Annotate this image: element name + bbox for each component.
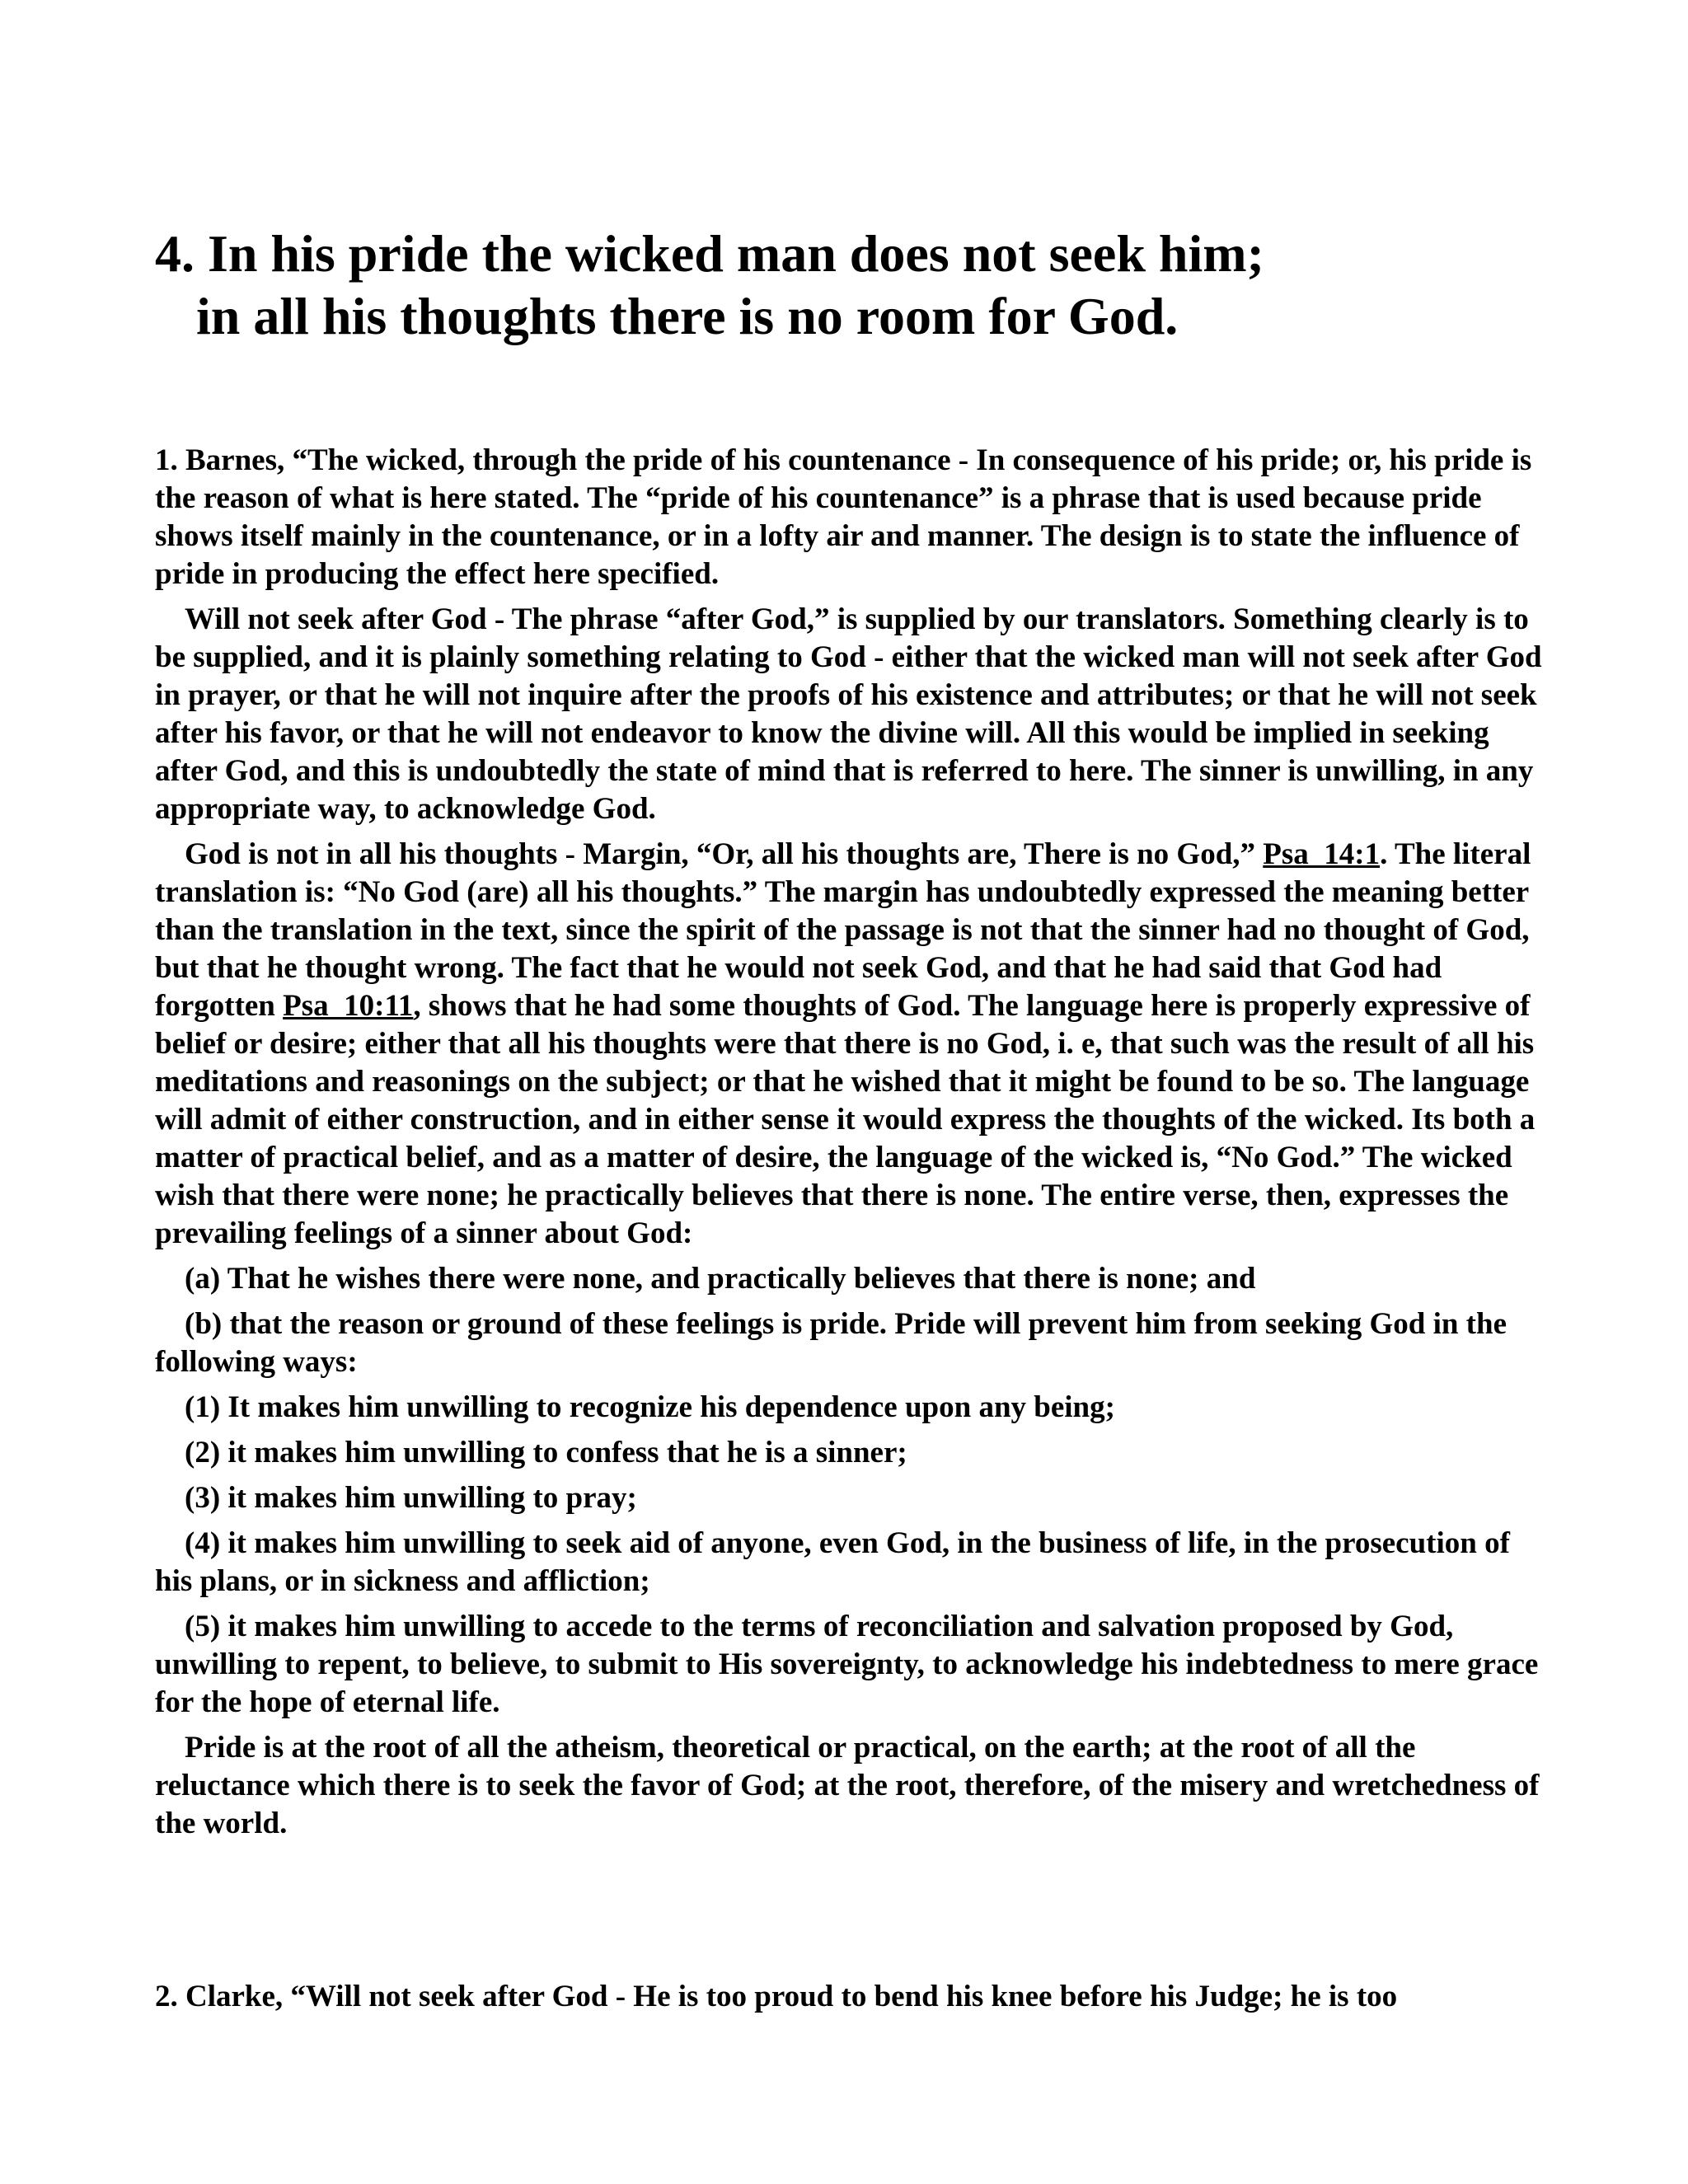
verse-line-2: in all his thoughts there is no room for God. xyxy=(196,287,1179,345)
barnes-point-3: (3) it makes him unwilling to pray; xyxy=(185,1481,637,1515)
barnes-paragraph-3-part-c: , shows that he had some thoughts of God. The language here is properly expressive of belief or desire; either that all his thoughts were that there is no God, i. e, that such was the result of all his meditations and reasonings on the subject; or that he wished that it might be found to be so. The language will admit of either construction, and in either sense it would express the thoughts of the wicked. Its both a matter of practical belief, and as a matter of desire, the language of the wicked is, “No God.” The wicked wish that there were none; he practically believes that there is none. The entire verse, then, expresses the prevailing feelings of a sinner about God: xyxy=(155,989,1536,1250)
barnes-commentary xyxy=(155,442,1548,1850)
barnes-point-1: (1) It makes him unwilling to recognize his dependence upon any being; xyxy=(185,1390,1115,1424)
scripture-link-psa-14-1[interactable]: Psa_14:1 xyxy=(1263,837,1381,871)
clarke-paragraph-1: 2. Clarke, “Will not seek after God - He is too proud to bend his knee before his Judge; he is too xyxy=(155,1980,1398,2013)
barnes-paragraph-3-part-b: . The literal translation is: “No God (are) all his thoughts.” The margin has undoubtedly expressed the meaning better than the translation in the text, since the spirit of the passage is not that the sinner had no thought of God, but that he thought wrong. The fact that he would not seek God, and that he had said that God had forgotten xyxy=(155,837,1531,1023)
verse-line-1: 4. In his pride the wicked man does not seek him; xyxy=(155,224,1264,283)
barnes-point-b: (b) that the reason or ground of these feelings is pride. Pride will prevent him from seeking God in the following ways: xyxy=(155,1307,1507,1379)
scripture-link-psa-10-11[interactable]: Psa_10:11 xyxy=(283,989,414,1023)
verse-heading xyxy=(155,223,1556,348)
barnes-point-2: (2) it makes him unwilling to confess that he is a sinner; xyxy=(185,1436,907,1469)
barnes-point-a: (a) That he wishes there were none, and practically believes that there is none; and xyxy=(185,1262,1256,1296)
barnes-paragraph-2: Will not seek after God - The phrase “after God,” is supplied by our translators. Something clearly is to be supplied, and it is plainly something relating to God - either that the wicked man will not seek after God in prayer, or that he will not inquire after the proofs of his existence and attributes; or that he will not seek after his favor, or that he will not endeavor to know the divine will. All this would be implied in seeking after God, and this is undoubtedly the state of mind that is referred to here. The sinner is unwilling, in any appropriate way, to acknowledge God. xyxy=(155,602,1542,826)
barnes-point-5: (5) it makes him unwilling to accede to the terms of reconciliation and salvation proposed by God, unwilling to repent, to believe, to submit to His sovereignty, to acknowledge his indebtedness to mere grace for the hope of eternal life. xyxy=(155,1610,1539,1719)
barnes-closing-paragraph: Pride is at the root of all the atheism, theoretical or practical, on the earth; at the root of all the reluctance which there is to seek the favor of God; at the root, therefore, of the misery and wretchedness of the world. xyxy=(155,1731,1540,1840)
barnes-paragraph-3-part-a: God is not in all his thoughts - Margin, “Or, all his thoughts are, There is no God,” xyxy=(185,837,1264,871)
barnes-point-4: (4) it makes him unwilling to seek aid of anyone, even God, in the business of life, in the prosecution of his plans, or in sickness and affliction; xyxy=(155,1526,1510,1598)
barnes-paragraph-3 xyxy=(155,836,1548,1253)
barnes-paragraph-1: 1. Barnes, “The wicked, through the pride of his countenance - In consequence of his pride; or, his pride is the reason of what is here stated. The “pride of his countenance” is a phrase that is used because pride shows itself mainly in the countenance, or in a lofty air and manner. The design is to state the influence of pride in producing the effect here specified. xyxy=(155,443,1532,591)
clarke-commentary xyxy=(155,1978,1556,2016)
